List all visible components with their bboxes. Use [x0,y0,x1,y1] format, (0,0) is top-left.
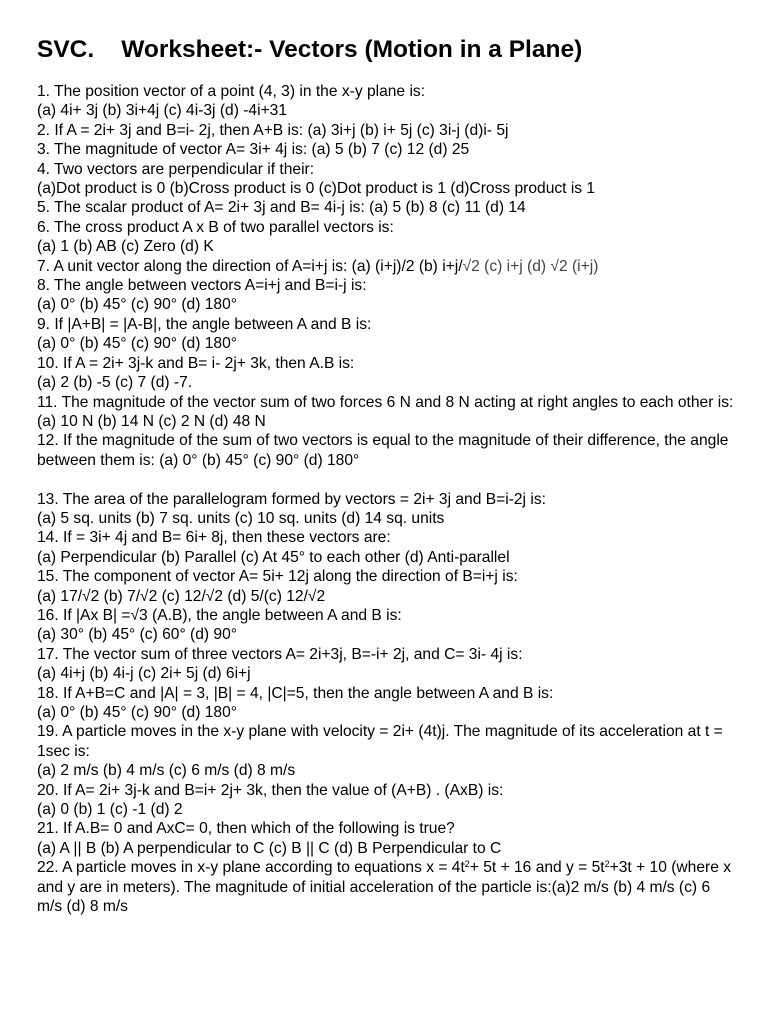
question-line: 10. If A = 2i+ 3j-k and B= i- 2j+ 3k, then A.B is: [37,354,355,372]
question-line: 19. A particle moves in the x-y plane with velocity = 2i+ (4t)j. The magnitude of its acceleration at t = 1sec is: [37,723,723,760]
options-line: (a) 0° (b) 45° (c) 90° (d) 180° [37,296,238,314]
question-line: 17. The vector sum of three vectors A= 2i+3j, B=-i+ 2j, and C= 3i- 4j is: [37,645,523,663]
question-line: 15. The component of vector A= 5i+ 12j along the direction of B=i+j is: [37,568,518,586]
question-22-part3: +3t + 10 (where x and y are in meters). The magnitude of initial acceleration of the particle is:(a)2 m/s (b) 4 m/s (c) 6 m/s (d) 8 m/s [37,859,731,916]
title-prefix: SVC. [37,36,95,63]
options-line: (a) 2 (b) -5 (c) 7 (d) -7. [37,374,193,392]
question-line: 6. The cross product A x B of two parallel vectors is: [37,218,394,236]
superscript: 2 [604,859,610,870]
options-line: (a) 17/√2 (b) 7/√2 (c) 12/√2 (d) 5/(c) 12/√2 [37,587,326,605]
question-line: 16. If |Ax B| =√3 (A.B), the angle between A and B is: [37,606,402,624]
blank-line [37,470,737,489]
question-line: 9. If |A+B| = |A-B|, the angle between A and B is: [37,315,372,333]
question-line: 5. The scalar product of A= 2i+ 3j and B= 4i-j is: (a) 5 (b) 8 (c) 11 (d) 14 [37,199,526,217]
question-line: 21. If A.B= 0 and AxC= 0, then which of the following is true? [37,820,455,838]
question-7-main: 7. A unit vector along the direction of A=i+j is: (a) (i+j)/2 (b) i+j/ [37,257,463,275]
question-line: 13. The area of the parallelogram formed by vectors = 2i+ 3j and B=i-2j is: [37,490,546,508]
options-line: (a) 0 (b) 1 (c) -1 (d) 2 [37,801,183,819]
question-line: 4. Two vectors are perpendicular if their: [37,160,315,178]
options-line: (a) 0° (b) 45° (c) 90° (d) 180° [37,703,238,721]
question-line: 1. The position vector of a point (4, 3) in the x-y plane is: [37,83,426,100]
options-line: (a) 30° (b) 45° (c) 60° (d) 90° [37,626,238,644]
superscript: 2 [464,859,470,870]
question-line: 11. The magnitude of the vector sum of two forces 6 N and 8 N acting at right angles to each other is: [37,393,734,411]
options-line: (a) 4i+j (b) 4i-j (c) 2i+ 5j (d) 6i+j [37,665,251,683]
question-line: 18. If A+B=C and |A| = 3, |B| = 4, |C|=5, then the angle between A and B is: [37,684,554,702]
question-line: 12. If the magnitude of the sum of two vectors is equal to the magnitude of their difference, the angle between them is: (a) 0° (b) 45° (c) 90° (d) 180° [37,432,729,469]
options-line: (a) 1 (b) AB (c) Zero (d) K [37,238,214,256]
options-line: (a) Perpendicular (b) Parallel (c) At 45° to each other (d) Anti-parallel [37,548,510,566]
options-line: (a) 10 N (b) 14 N (c) 2 N (d) 48 N [37,412,266,430]
question-line: 2. If A = 2i+ 3j and B=i- 2j, then A+B is: (a) 3i+j (b) i+ 5j (c) 3i-j (d)i- 5j [37,121,509,139]
options-line: (a)Dot product is 0 (b)Cross product is 0 (c)Dot product is 1 (d)Cross product is 1 [37,180,596,198]
worksheet-title [37,32,737,68]
question-line: 20. If A= 2i+ 3j-k and B=i+ 2j+ 3k, then the value of (A+B) . (AxB) is: [37,781,504,799]
question-line: 14. If = 3i+ 4j and B= 6i+ 8j, then these vectors are: [37,529,391,547]
question-22-part1: 22. A particle moves in x-y plane according to equations x = 4t [37,859,465,877]
options-line: (a) 4i+ 3j (b) 3i+4j (c) 4i-3j (d) -4i+31 [37,102,288,120]
options-line: (a) 0° (b) 45° (c) 90° (d) 180° [37,335,238,353]
options-line: (a) 2 m/s (b) 4 m/s (c) 6 m/s (d) 8 m/s [37,762,296,780]
question-line [37,257,737,276]
question-7-options-grey: √2 (c) i+j (d) √2 (i+j) [462,257,599,275]
worksheet-page [37,32,737,916]
question-22-part2: + 5t + 16 and y = 5t [469,859,605,877]
question-list [37,82,737,916]
options-line: (a) A || B (b) A perpendicular to C (c) B || C (d) B Perpendicular to C [37,839,502,857]
question-22 [37,858,737,916]
title-text: Worksheet:- Vectors (Motion in a Plane) [121,36,583,63]
question-line: 8. The angle between vectors A=i+j and B=i-j is: [37,277,367,295]
question-line: 3. The magnitude of vector A= 3i+ 4j is: (a) 5 (b) 7 (c) 12 (d) 25 [37,141,470,159]
options-line: (a) 5 sq. units (b) 7 sq. units (c) 10 sq. units (d) 14 sq. units [37,509,445,527]
